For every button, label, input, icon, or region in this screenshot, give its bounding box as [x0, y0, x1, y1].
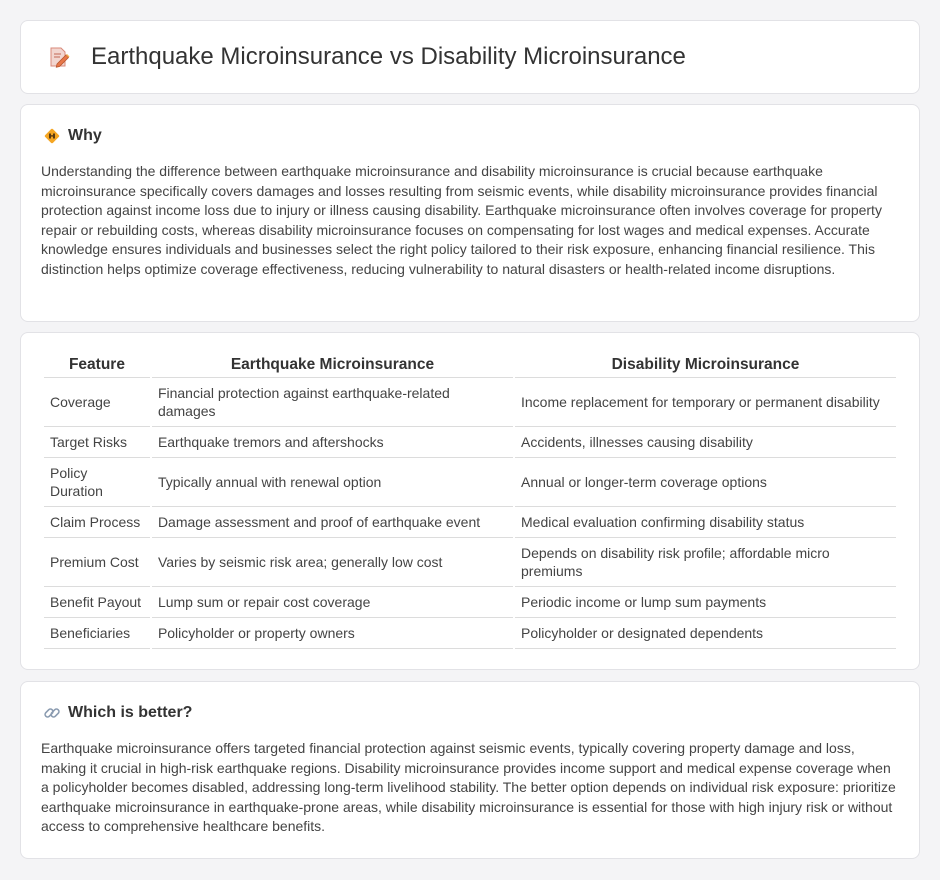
disability-cell: Depends on disability risk profile; affordable micro premiums	[515, 538, 896, 587]
table-row	[44, 618, 896, 649]
earthquake-cell: Varies by seismic risk area; generally low cost	[152, 538, 513, 587]
comparison-card	[20, 332, 920, 670]
earthquake-cell: Earthquake tremors and aftershocks	[152, 427, 513, 458]
why-title: Why	[68, 127, 102, 144]
header-disability: Disability Microinsurance	[515, 353, 896, 378]
better-title: Which is better?	[68, 704, 193, 721]
feature-cell: Coverage	[44, 378, 150, 427]
page-title: Earthquake Microinsurance vs Disability Microinsurance	[91, 43, 686, 70]
header-earthquake: Earthquake Microinsurance	[152, 353, 513, 378]
comparison-table	[42, 353, 898, 649]
why-paragraph: Understanding the difference between earthquake microinsurance and disability microinsurance is crucial because earthquake microinsurance specifically covers damages and losses resulting from seismic events, while disability microinsurance provides financial protection against income loss due to injury or illness causing disability. Earthquake microinsurance often involves coverage for property repair or rebuilding costs, whereas disability microinsurance focuses on compensating for lost wages and medical expenses. Accurate knowledge ensures individuals and businesses select the right policy tailored to their risk exposure, enhancing financial resilience. This distinction helps optimize coverage effectiveness, reducing vulnerability to natural disasters or health-related income disruptions.	[41, 163, 882, 277]
better-paragraph: Earthquake microinsurance offers targeted financial protection against seismic events, typically covering property damage and loss, making it crucial in high-risk earthquake regions. Disability microinsurance provides income support and medical expense coverage when a policyholder becomes disabled, addressing long-term livelihood stability. The better option depends on individual risk exposure: prioritize earthquake microinsurance in earthquake-prone areas, while disability microinsurance is essential for those with high injury risk or without access to comprehensive healthcare benefits.	[41, 740, 896, 834]
feature-cell: Claim Process	[44, 507, 150, 538]
table-row	[44, 507, 896, 538]
header-feature: Feature	[44, 353, 150, 378]
earthquake-cell: Damage assessment and proof of earthquake event	[152, 507, 513, 538]
disability-cell: Annual or longer-term coverage options	[515, 458, 896, 507]
link-icon	[43, 704, 61, 722]
disability-cell: Accidents, illnesses causing disability	[515, 427, 896, 458]
header-card	[20, 20, 920, 94]
disability-cell: Income replacement for temporary or permanent disability	[515, 378, 896, 427]
better-card	[20, 681, 920, 859]
disability-cell: Medical evaluation confirming disability status	[515, 507, 896, 538]
table-row	[44, 427, 896, 458]
feature-cell: Benefit Payout	[44, 587, 150, 618]
disability-cell: Periodic income or lump sum payments	[515, 587, 896, 618]
why-card	[20, 104, 920, 322]
table-row	[44, 587, 896, 618]
earthquake-cell: Policyholder or property owners	[152, 618, 513, 649]
table-row	[44, 378, 896, 427]
table-header-row	[44, 353, 896, 378]
earthquake-cell: Lump sum or repair cost coverage	[152, 587, 513, 618]
document-pencil-icon	[47, 45, 71, 69]
diamond-warning-icon	[43, 127, 61, 145]
earthquake-cell: Financial protection against earthquake-related damages	[152, 378, 513, 427]
feature-cell: Policy Duration	[44, 458, 150, 507]
earthquake-cell: Typically annual with renewal option	[152, 458, 513, 507]
feature-cell: Premium Cost	[44, 538, 150, 587]
feature-cell: Beneficiaries	[44, 618, 150, 649]
better-heading	[43, 704, 919, 722]
table-row	[44, 458, 896, 507]
feature-cell: Target Risks	[44, 427, 150, 458]
disability-cell: Policyholder or designated dependents	[515, 618, 896, 649]
title-row	[21, 21, 919, 93]
why-heading	[43, 127, 919, 145]
table-row	[44, 538, 896, 587]
